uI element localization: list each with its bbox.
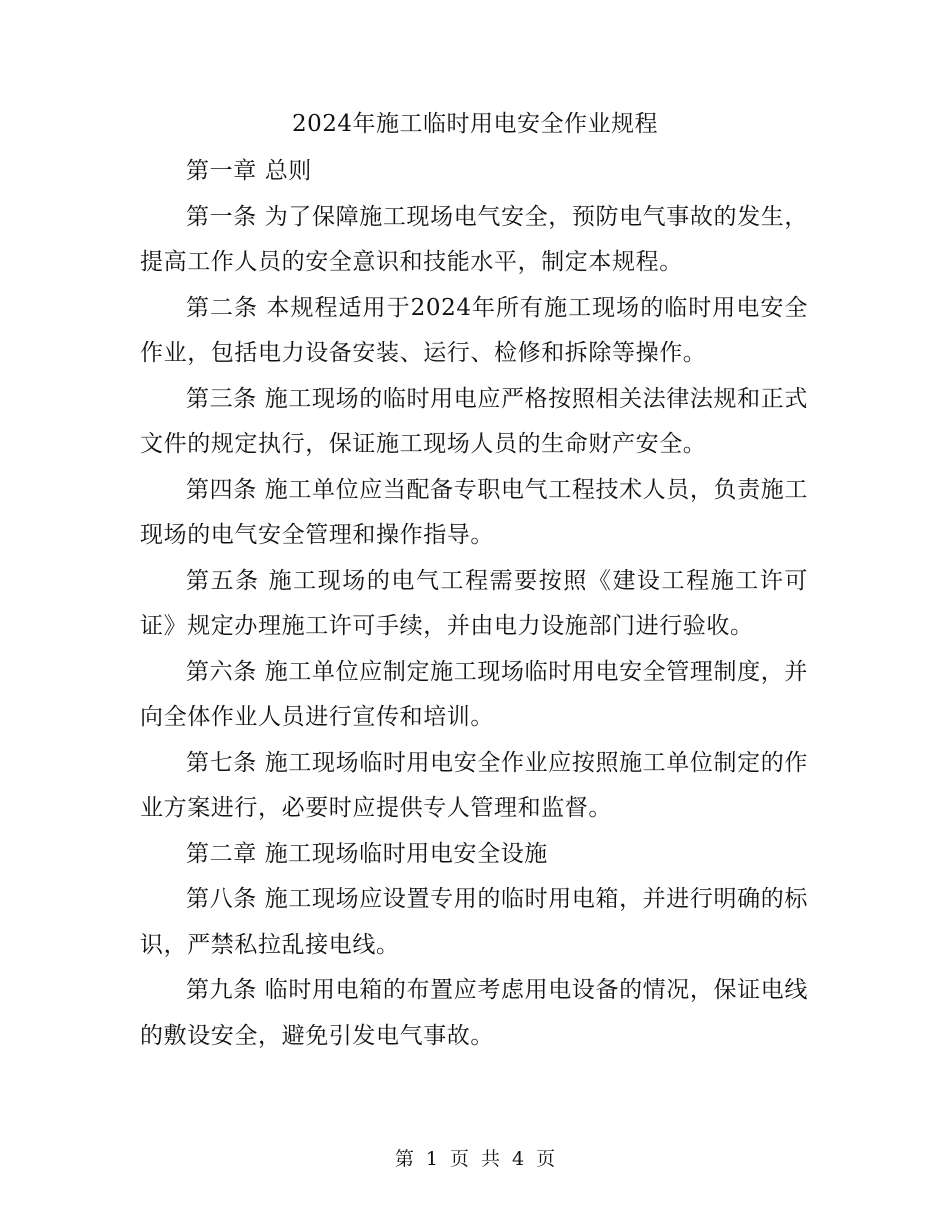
article-paragraph: 第四条 施工单位应当配备专职电气工程技术人员，负责施工现场的电气安全管理和操作指导。 — [140, 476, 808, 548]
chapter-heading: 第二章 施工现场临时用电安全设施 — [186, 840, 548, 867]
article-paragraph: 第七条 施工现场临时用电安全作业应按照施工单位制定的作业方案进行，必要时应提供专人管理和监督。 — [140, 749, 808, 821]
article-paragraph: 第三条 施工现场的临时用电应严格按照相关法律法规和正式文件的规定执行，保证施工现场人员的生命财产安全。 — [140, 385, 808, 457]
article-paragraph: 第八条 施工现场应设置专用的临时用电箱，并进行明确的标识，严禁私拉乱接电线。 — [140, 886, 808, 958]
article-paragraph: 第二条 本规程适用于2024年所有施工现场的临时用电安全作业，包括电力设备安装、运行、检修和拆除等操作。 — [140, 294, 808, 366]
article-paragraph: 第一条 为了保障施工现场电气安全，预防电气事故的发生，提高工作人员的安全意识和技能水平，制定本规程。 — [140, 203, 808, 275]
article-paragraph: 第五条 施工现场的电气工程需要按照《建设工程施工许可证》规定办理施工许可手续，并由电力设施部门进行验收。 — [140, 567, 808, 639]
chapter-heading: 第一章 总则 — [186, 158, 312, 184]
article-paragraph: 第九条 临时用电箱的布置应考虑用电设备的情况，保证电线的敷设安全，避免引发电气事故。 — [140, 977, 808, 1049]
article-paragraph: 第六条 施工单位应制定施工现场临时用电安全管理制度，并向全体作业人员进行宣传和培训。 — [140, 658, 808, 730]
document-title: 2024年施工临时用电安全作业规程 — [291, 111, 659, 137]
document-body — [140, 149, 808, 1059]
page-number-footer: 第 1 页 共 4 页 — [394, 1148, 556, 1170]
